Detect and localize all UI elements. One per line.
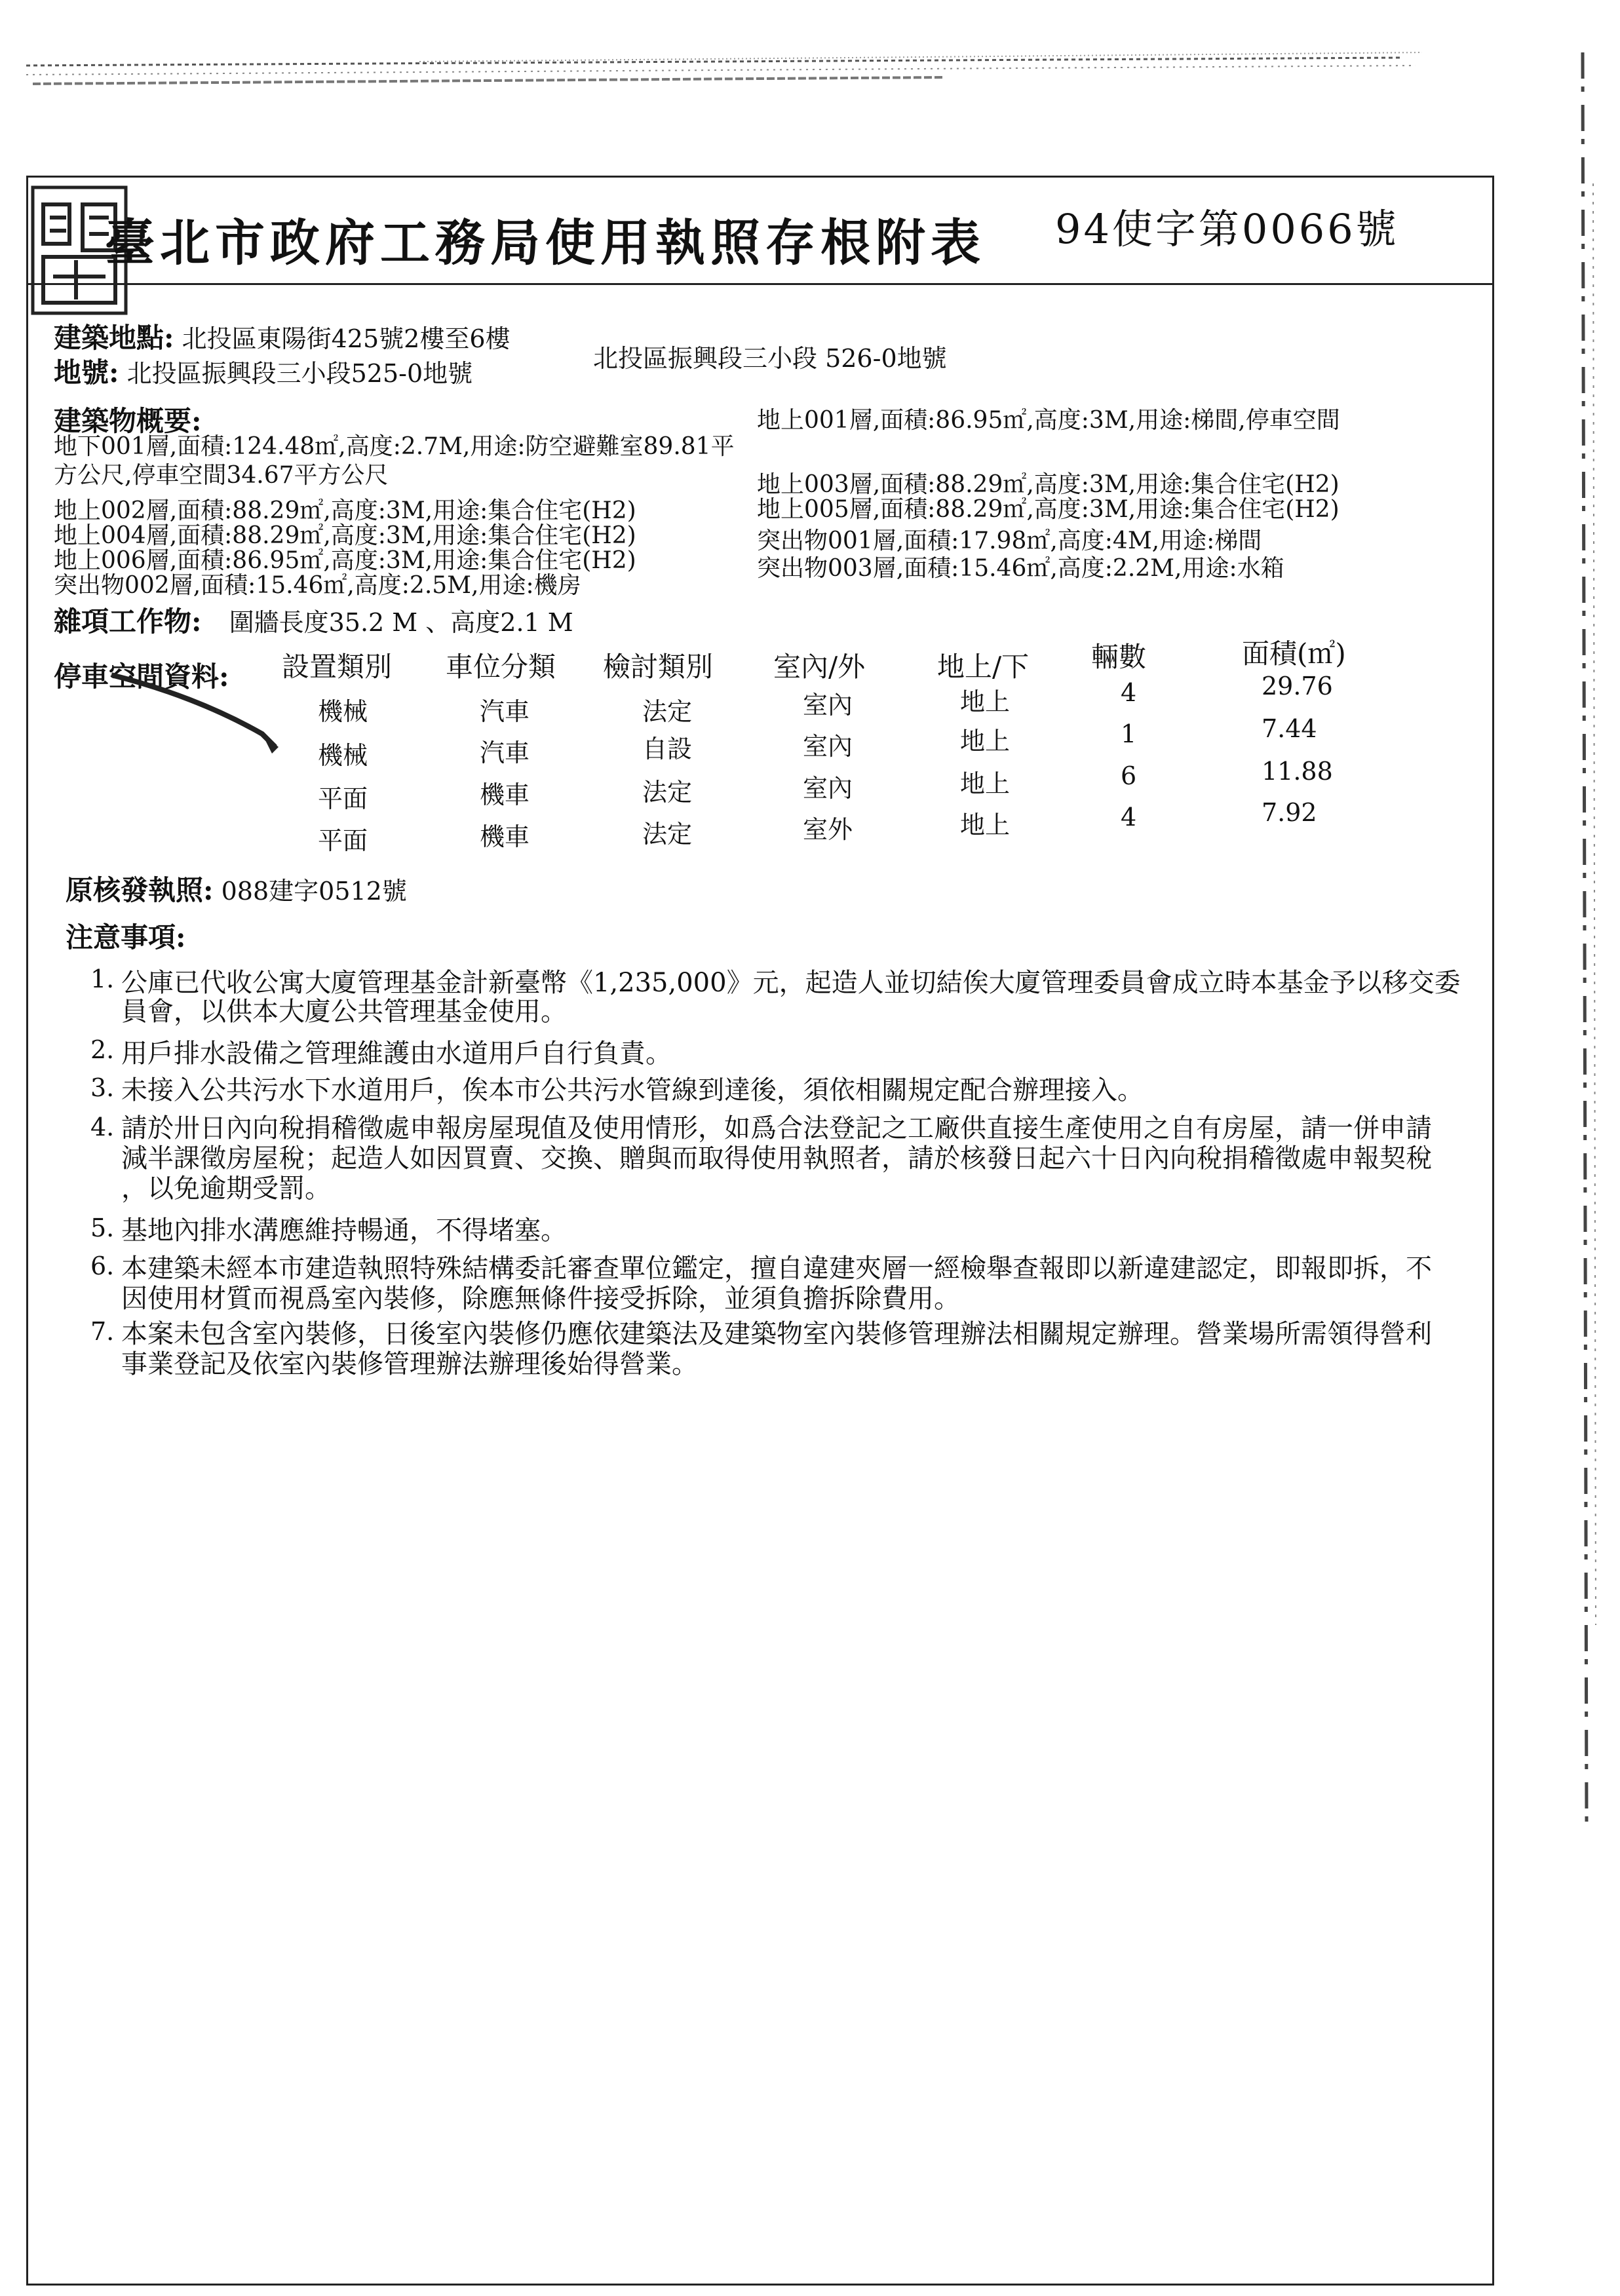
parking-cell: 4 (1121, 803, 1137, 832)
note-text: 事業登記及依室內裝修管理辦法辦理後始得營業。 (121, 1349, 698, 1379)
overview-right-4: 突出物001層,面積:17.98㎡,高度:4M,用途:梯間 (757, 527, 1262, 554)
parking-cell: 室內 (803, 691, 853, 719)
parking-cell: 平面 (318, 826, 368, 855)
parking-header-indoor: 室內/外 (773, 651, 866, 683)
parking-header-count: 輛數 (1091, 641, 1147, 673)
parking-cell: 地上 (960, 811, 1011, 839)
misc-line (54, 605, 573, 638)
note-number: 3. (90, 1073, 115, 1102)
parking-cell: 機械 (318, 741, 368, 770)
parking-cell: 機車 (480, 780, 530, 809)
parking-cell: 自設 (642, 735, 693, 763)
parking-cell: 1 (1121, 719, 1137, 748)
note-text: ，以免逾期受罰。 (121, 1174, 331, 1204)
note-number: 7. (90, 1317, 115, 1346)
parking-cell: 室內 (803, 774, 853, 803)
note-text: 因使用材質而視爲室內裝修，除應無條件接受拆除，並須負擔拆除費用。 (121, 1284, 960, 1314)
land-label: 地號: (54, 356, 119, 389)
parking-cell: 機車 (480, 822, 530, 851)
parking-cell: 7.92 (1262, 798, 1317, 827)
overview-left-4: 地上004層,面積:88.29㎡,高度:3M,用途:集合住宅(H2) (54, 522, 636, 549)
overview-left-6: 突出物002層,面積:15.46㎡,高度:2.5M,用途:機房 (54, 572, 581, 599)
note-text: 員會，以供本大廈公共管理基金使用。 (121, 997, 567, 1027)
overview-right-3: 地上005層,面積:88.29㎡,高度:3M,用途:集合住宅(H2) (757, 496, 1340, 523)
misc-label: 雜項工作物: (54, 605, 202, 638)
address-value: 北投區東陽街425號2樓至6樓 (182, 324, 511, 353)
land-lot-1: 北投區振興段三小段525-0地號 (126, 359, 473, 388)
parking-header-area: 面積(㎡) (1242, 638, 1346, 670)
parking-cell: 29.76 (1262, 672, 1333, 700)
original-permit-line (66, 874, 407, 906)
parking-cell: 平面 (318, 784, 368, 813)
parking-cell: 法定 (642, 778, 693, 807)
note-text: 未接入公共污水下水道用戶，俟本市公共污水管線到達後，須依相關規定配合辦理接入。 (121, 1075, 1144, 1105)
parking-cell: 地上 (960, 769, 1011, 798)
original-permit-label: 原核發執照: (66, 874, 214, 906)
note-text: 公庫已代收公寓大廈管理基金計新臺幣《1,235,000》元，起造人並切結俟大廈管理委員會成立時本基金予以移交委 (121, 968, 1461, 998)
overview-left-2: 方公尺,停車空間34.67平方公尺 (54, 462, 389, 489)
document-title: 臺北市政府工務局使用執照存根附表 (105, 214, 986, 272)
misc-value: 圍牆長度35.2 M 、高度2.1 M (229, 608, 573, 637)
parking-cell: 汽車 (480, 697, 530, 726)
parking-header-review: 檢討類別 (603, 651, 714, 683)
scan-noise-top (26, 46, 1422, 98)
note-text: 用戶排水設備之管理維護由水道用戶自行負責。 (121, 1039, 672, 1069)
parking-cell: 法定 (642, 820, 693, 849)
address-label: 建築地點: (54, 322, 174, 354)
note-number: 5. (90, 1214, 115, 1242)
note-number: 4. (90, 1113, 115, 1141)
parking-cell: 法定 (642, 697, 693, 726)
parking-cell: 汽車 (480, 738, 530, 767)
overview-left-3: 地上002層,面積:88.29㎡,高度:3M,用途:集合住宅(H2) (54, 497, 636, 524)
parking-cell: 4 (1121, 678, 1137, 707)
overview-right-2: 地上003層,面積:88.29㎡,高度:3M,用途:集合住宅(H2) (757, 471, 1340, 498)
parking-cell: 地上 (960, 727, 1011, 756)
land-lot-2: 北投區振興段三小段 526-0地號 (593, 344, 947, 373)
note-text: 請於卅日內向稅捐稽徵處申報房屋現值及使用情形，如爲合法登記之工廠供直接生產使用之自有房屋，請一併申請 (121, 1113, 1432, 1143)
parking-cell: 7.44 (1262, 714, 1317, 743)
note-text: 基地內排水溝應維持暢通，不得堵塞。 (121, 1215, 567, 1246)
note-text: 本建築未經本市建造執照特殊結構委託審查單位鑑定，擅自違建夾層一經檢舉查報即以新違建認定，即報即拆，不 (121, 1253, 1432, 1284)
parking-cell: 室內 (803, 732, 853, 761)
note-number: 6. (90, 1252, 115, 1280)
parking-cell: 室外 (803, 815, 853, 844)
parking-cell: 地上 (960, 687, 1011, 716)
header-divider (26, 283, 1494, 285)
parking-label: 停車空間資料: (54, 660, 229, 693)
original-permit-value: 088建字0512號 (221, 877, 407, 906)
overview-left-1: 地下001層,面積:124.48㎡,高度:2.7M,用途:防空避難室89.81平 (54, 433, 735, 460)
address-line (54, 324, 511, 352)
overview-label: 建築物概要: (54, 405, 202, 437)
note-text: 本案未包含室內裝修，日後室內裝修仍應依建築法及建築物室內裝修管理辦法相關規定辦理。營業場所需領得營利 (121, 1319, 1432, 1349)
note-number: 1. (90, 965, 115, 993)
pen-scribble (111, 662, 308, 773)
parking-header-class: 車位分類 (446, 651, 556, 683)
parking-header-type: 設置類別 (282, 651, 393, 683)
note-number: 2. (90, 1035, 115, 1064)
permit-number: 94使字第0066號 (1055, 205, 1399, 253)
scan-noise-right-edge (1570, 52, 1609, 1822)
land-line (54, 356, 473, 389)
notes-label: 注意事項: (66, 921, 186, 953)
note-text: 減半課徵房屋稅；起造人如因買賣、交換、贈與而取得使用執照者，請於核發日起六十日內向稅捐稽徵處申報契稅 (121, 1143, 1432, 1174)
overview-right-5: 突出物003層,面積:15.46㎡,高度:2.2M,用途:水箱 (757, 555, 1284, 582)
overview-left-5: 地上006層,面積:86.95㎡,高度:3M,用途:集合住宅(H2) (54, 547, 636, 574)
overview-right-1: 地上001層,面積:86.95㎡,高度:3M,用途:梯間,停車空間 (757, 407, 1340, 434)
parking-header-level: 地上/下 (937, 651, 1030, 683)
parking-cell: 機械 (318, 697, 368, 726)
parking-cell: 11.88 (1262, 757, 1333, 786)
parking-cell: 6 (1121, 761, 1137, 790)
